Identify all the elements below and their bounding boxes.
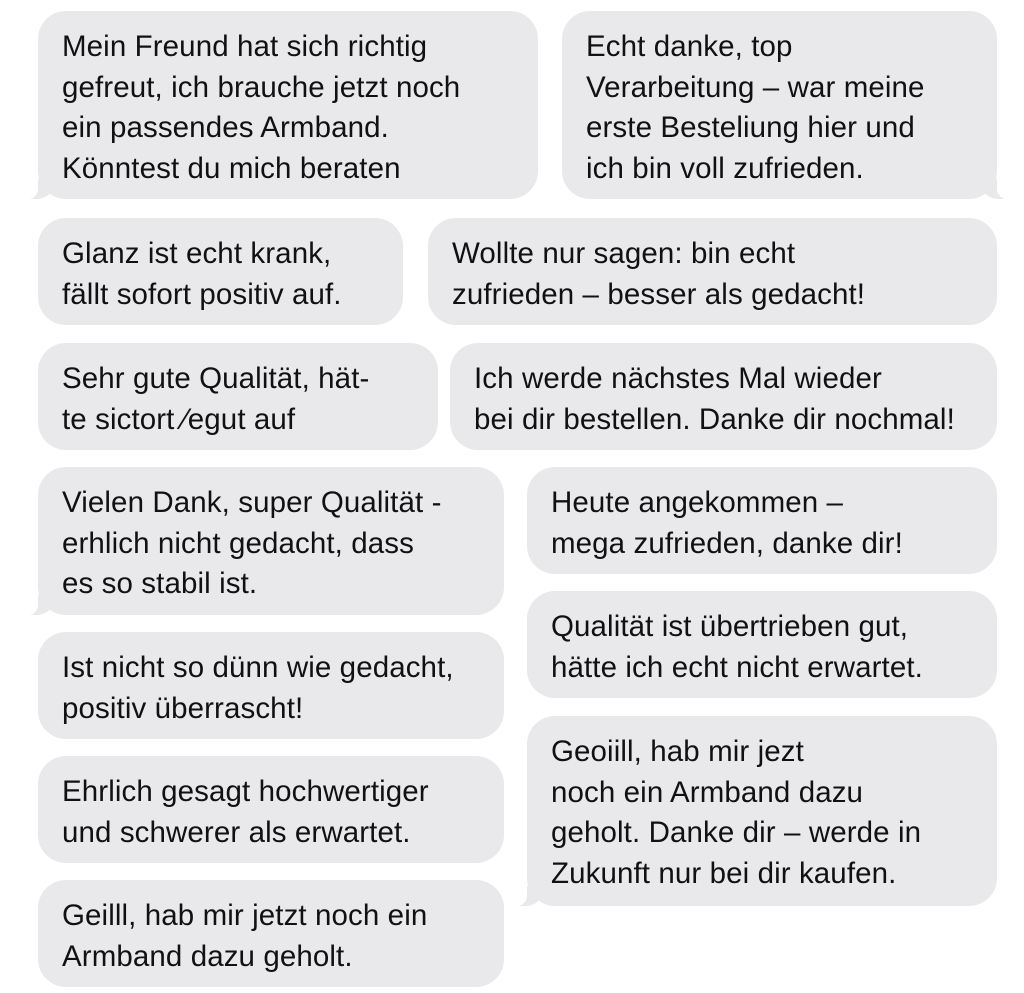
message-bubble: Sehr gute Qualität, hät- te sictort ⁄egut auf [38,343,438,450]
message-bubble: Geoiill, hab mir jezt noch ein Armband dazu geholt. Danke dir – werde in Zukunft nur bei dir kaufen. [527,716,997,906]
message-bubble: Vielen Dank, super Qualität - erhlich nicht gedacht, dass es so stabil ist. [38,467,504,615]
message-bubble: Mein Freund hat sich richtig gefreut, ich brauche jetzt noch ein passendes Armband. Könntest du mich beraten [38,11,538,199]
message-bubble: Echt danke, top Verarbeitung – war meine erste Besteliung hier und ich bin voll zufrieden. [562,11,997,199]
message-bubble: Ich werde nächstes Mal wieder bei dir bestellen. Danke dir nochmal! [450,343,997,450]
message-bubble: Geilll, hab mir jetzt noch ein Armband dazu geholt. [38,880,504,987]
message-bubble: Ist nicht so dünn wie gedacht, positiv überrascht! [38,632,504,739]
message-bubble: Ehrlich gesagt hochwertiger und schwerer als erwartet. [38,756,504,863]
message-bubble: Heute angekommen – mega zufrieden, danke dir! [527,467,997,574]
message-bubble: Qualität ist übertrieben gut, hätte ich echt nicht erwartet. [527,591,997,698]
message-bubble: Glanz ist echt krank, fällt sofort positiv auf. [38,218,403,325]
message-bubble: Wollte nur sagen: bin echt zufrieden – besser als gedacht! [428,218,997,325]
